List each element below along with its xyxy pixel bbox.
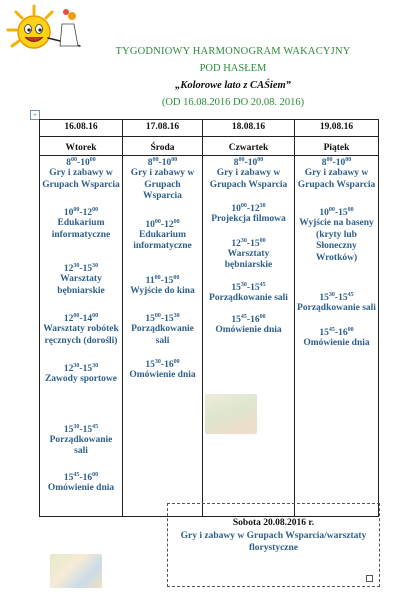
entry-label: Wyjście do kina xyxy=(130,285,195,296)
header-title: TYGODNIOWY HARMONOGRAM WAKACYJNY xyxy=(115,46,351,57)
entry-time: $15^{45}-16^{00}$ xyxy=(319,326,354,338)
entry-time: $10^{00}-12^{00}$ xyxy=(63,207,99,218)
entry-label: Warsztaty bębniarskie xyxy=(224,248,273,270)
date-cell: 17.08.16 xyxy=(123,120,203,137)
activities-cell xyxy=(203,156,295,517)
entry-label: Projekcja filmowa xyxy=(211,214,286,224)
schedule-entry xyxy=(42,363,120,386)
entry-time: $12^{30}-15^{30}$ xyxy=(63,363,99,374)
date-row xyxy=(40,120,379,137)
entry-time: $15^{00}-15^{30}$ xyxy=(145,313,180,324)
schedule-table xyxy=(39,119,379,517)
entry-time: $8^{00}-10^{00}$ xyxy=(147,157,178,168)
entry-label: Wyjście na baseny (kryty lub Słoneczny Wrotków) xyxy=(299,218,374,263)
entry-label: Gry i zabawy w Grupach Wsparcia xyxy=(130,168,195,201)
entry-label: Warsztaty robótek ręcznych (dorośli) xyxy=(43,324,119,346)
schedule-entry xyxy=(297,327,376,350)
schedule-entry xyxy=(297,207,376,264)
schedule-entry xyxy=(205,282,292,305)
entry-label: Edukarium informatyczne xyxy=(133,229,192,251)
entry-time: $15^{30}-15^{45}$ xyxy=(319,292,354,303)
entry-time: $10^{00}-12^{00}$ xyxy=(145,218,180,230)
schedule-entry xyxy=(42,263,120,297)
schedule-entry xyxy=(42,313,120,347)
entry-label: Warsztaty bębniarskie xyxy=(57,274,105,296)
schedule-entry xyxy=(42,157,120,191)
activities-cell xyxy=(123,156,203,517)
entry-time: $8^{00}-10^{00}$ xyxy=(233,157,264,168)
entry-time: $11^{00}-15^{00}$ xyxy=(145,274,180,286)
saturday-title: Sobota 20.08.2016 r. xyxy=(232,518,315,528)
schedule-entry xyxy=(205,203,292,226)
entry-time: $15^{45}-16^{00}$ xyxy=(63,471,99,483)
schedule-entry xyxy=(125,275,200,298)
entry-label: Omówienie dnia xyxy=(303,337,370,348)
entry-label: Gry i zabawy w Grupach Wsparcia xyxy=(42,168,120,190)
schedule-entry xyxy=(42,424,120,458)
entry-time: $15^{30}-15^{45}$ xyxy=(63,423,99,435)
date-cell: 19.08.16 xyxy=(295,120,379,137)
entry-time: $15^{45}-16^{00}$ xyxy=(231,314,266,325)
schedule-entry xyxy=(205,157,292,191)
entry-label: Porządkowanie sali xyxy=(49,434,113,456)
entry-label: Porządkowanie sali xyxy=(209,292,288,303)
entry-time: $8^{00}-10^{00}$ xyxy=(66,157,96,168)
day-cell: Piątek xyxy=(295,137,379,156)
schedule-entry xyxy=(125,359,200,382)
schedule-entry xyxy=(125,313,200,347)
move-handle-icon[interactable]: + xyxy=(30,110,40,120)
activities-cell xyxy=(40,156,123,517)
schedule-entry xyxy=(42,472,120,495)
header-motto: „Kolorowe lato z CAŚiem” xyxy=(175,80,291,91)
photo-image xyxy=(50,554,102,588)
entry-time: $12^{30}-15^{30}$ xyxy=(63,263,99,274)
saturday-box xyxy=(167,503,380,587)
entry-label: Gry i zabawy w Grupach Wsparcia xyxy=(209,168,288,190)
checkbox-icon xyxy=(366,575,373,582)
photo-image xyxy=(205,394,257,434)
schedule-entry xyxy=(205,238,292,272)
entry-label: Omówienie dnia xyxy=(215,325,282,335)
entry-time: $12^{30}-15^{00}$ xyxy=(231,237,266,249)
entry-label: Porządkowanie sali xyxy=(131,324,194,346)
schedule-entry xyxy=(297,157,376,191)
date-cell: 16.08.16 xyxy=(40,120,123,137)
entry-time: $15^{30}-16^{00}$ xyxy=(145,359,180,370)
activities-cell xyxy=(295,156,379,517)
day-cell: Wtorek xyxy=(40,137,123,156)
header-date-range: (OD 16.08.2016 DO 20.08. 2016) xyxy=(161,97,305,108)
schedule-entry xyxy=(42,207,120,241)
entry-time: $8^{00}-10^{00}$ xyxy=(321,157,352,168)
entry-time: $10^{00}-15^{00}$ xyxy=(319,207,354,218)
schedule-entry xyxy=(297,292,376,315)
entry-label: Edukarium informatyczne xyxy=(51,218,111,240)
header-subtitle: POD HASŁEM xyxy=(199,63,267,74)
entry-label: Omówienie dnia xyxy=(129,370,196,380)
entry-time: $15^{30}-15^{45}$ xyxy=(231,281,266,293)
entry-label: Porządkowanie sali xyxy=(297,303,376,313)
schedule-entry xyxy=(125,219,200,253)
schedule-entry xyxy=(125,157,200,203)
day-cell: Środa xyxy=(123,137,203,156)
date-cell: 18.08.16 xyxy=(203,120,295,137)
saturday-text: Gry i zabawy w Grupach Wsparcia/warsztaty florystyczne xyxy=(180,531,367,553)
entry-time: $10^{00}-12^{30}$ xyxy=(231,203,266,214)
schedule-entry xyxy=(205,314,292,337)
entry-time: $12^{00}-14^{00}$ xyxy=(63,313,99,324)
entry-label: Omówienie dnia xyxy=(47,482,115,493)
day-cell: Czwartek xyxy=(203,137,295,156)
entry-label: Zawody sportowe xyxy=(44,374,118,384)
entry-label: Gry i zabawy w Grupach Wsparcia xyxy=(297,168,376,190)
